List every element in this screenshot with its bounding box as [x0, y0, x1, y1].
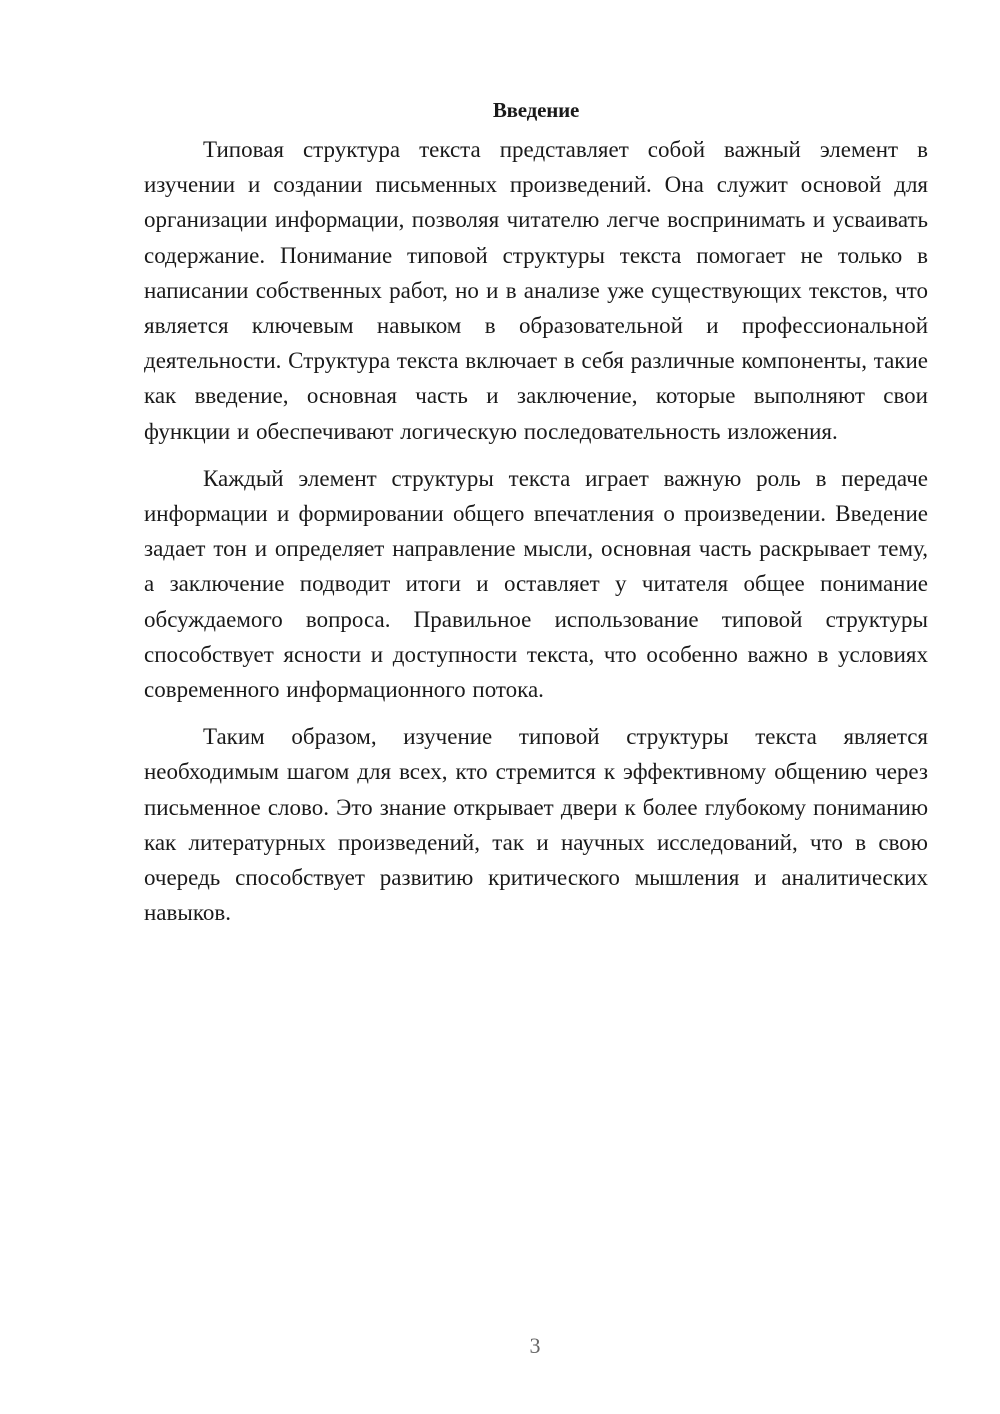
paragraph-1: Типовая структура текста представляет собой важный элемент в изучении и создании письменных произведений. Она служит основой для организации информации, позволяя читателю легче воспринимать и усваивать содержание. Понимание типовой структуры текста помогает не только в написании собственных работ, но и в анализе уже существующих текстов, что является ключевым навыком в образовательной и профессиональной деятельности. Структура текста включает в себя различные компоненты, такие как введение, основная часть и заключение, которые выполняют свои функции и обеспечивают логическую последовательность изложения. — [144, 137, 928, 444]
page-content — [144, 93, 928, 930]
paragraph-3: Таким образом, изучение типовой структуры текста является необходимым шагом для всех, кто стремится к эффективному общению через письменное слово. Это знание открывает двери к более глубокому пониманию как литературных произведений, так и научных исследований, что в свою очередь способствует развитию критического мышления и аналитических навыков. — [144, 724, 928, 926]
paragraph-2: Каждый элемент структуры текста играет важную роль в передаче информации и формировании общего впечатления о произведении. Введение задает тон и определяет направление мысли, основная часть раскрывает тему, а заключение подводит итоги и оставляет у читателя общее понимание обсуждаемого вопроса. Правильное использование типовой структуры способствует ясности и доступности текста, что особенно важно в условиях современного информационного потока. — [144, 465, 928, 703]
section-title: Введение — [492, 98, 580, 122]
page-number: 3 — [529, 1333, 541, 1358]
